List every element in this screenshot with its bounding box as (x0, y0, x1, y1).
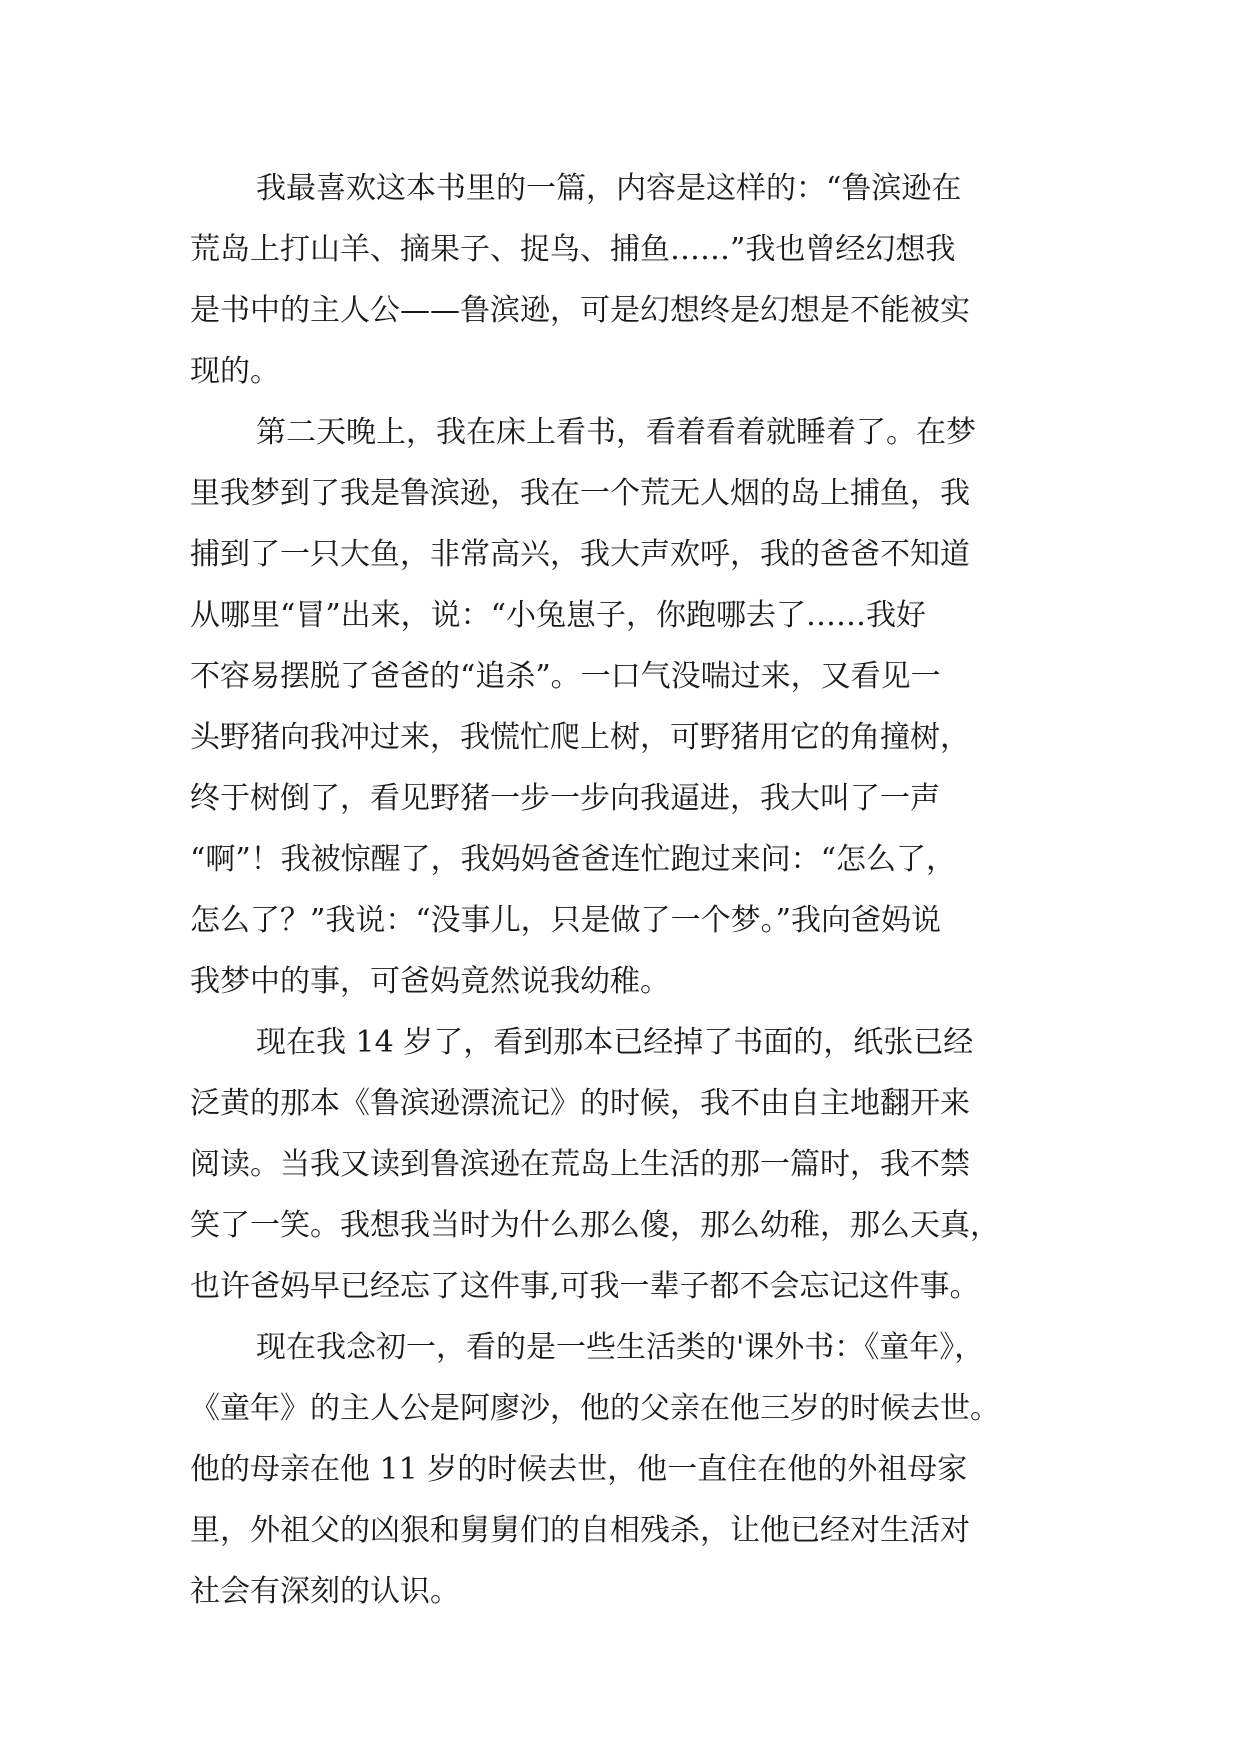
text-line: 是书中的主人公——鲁滨逊，可是幻想终是幻想是不能被实 (190, 293, 970, 328)
text-line: 里，外祖父的凶狠和舅舅们的自相残杀，让他已经对生活对 (190, 1513, 970, 1548)
text-line: 怎么了？”我说：“没事儿，只是做了一个梦。”我向爸妈说 (190, 903, 942, 938)
text-line: “啊”！我被惊醒了，我妈妈爸爸连忙跑过来问：“怎么了， (190, 842, 957, 877)
paragraph-4 (190, 1317, 1050, 1622)
text-line: 荒岛上打山羊、摘果子、捉鸟、捕鱼……”我也曾经幻想我 (190, 232, 956, 267)
text-line: 头野猪向我冲过来，我慌忙爬上树，可野猪用它的角撞树， (190, 720, 970, 755)
text-line: 终于树倒了，看见野猪一步一步向我逼进，我大叫了一声 (190, 781, 940, 816)
text-line: 现在我念初一，看的是一些生活类的'课外书：《童年》， (256, 1330, 985, 1365)
paragraph-3 (190, 1012, 1050, 1317)
text-line: 他的母亲在他 11 岁的时候去世，他一直住在他的外祖母家 (190, 1452, 968, 1487)
text-line: 里我梦到了我是鲁滨逊，我在一个荒无人烟的岛上捕鱼，我 (190, 476, 970, 511)
text-line: 我梦中的事，可爸妈竟然说我幼稚。 (190, 964, 670, 999)
text-line: 不容易摆脱了爸爸的“追杀”。一口气没喘过来，又看见一 (190, 659, 941, 694)
text-line: 第二天晚上，我在床上看书，看着看着就睡着了。在梦 (256, 415, 976, 450)
text-line: 从哪里“冒”出来，说：“小兔崽子，你跑哪去了……我好 (190, 598, 927, 633)
text-line: 捕到了一只大鱼，非常高兴，我大声欢呼，我的爸爸不知道 (190, 537, 970, 572)
text-line: 我最喜欢这本书里的一篇，内容是这样的：“鲁滨逊在 (256, 171, 962, 206)
paragraph-1 (190, 158, 1050, 402)
text-line: 社会有深刻的认识。 (190, 1574, 460, 1609)
paragraph-2 (190, 402, 1050, 1012)
text-line: 现的。 (190, 354, 280, 389)
article-body (190, 158, 1050, 1622)
text-line: 阅读。当我又读到鲁滨逊在荒岛上生活的那一篇时，我不禁 (190, 1147, 970, 1182)
text-line: 泛黄的那本《鲁滨逊漂流记》的时候，我不由自主地翻开来 (190, 1086, 970, 1121)
text-line: 《童年》的主人公是阿廖沙，他的父亲在他三岁的时候去世。 (190, 1391, 1000, 1426)
text-line: 笑了一笑。我想我当时为什么那么傻，那么幼稚，那么天真， (190, 1208, 1000, 1243)
text-line: 也许爸妈早已经忘了这件事,可我一辈子都不会忘记这件事。 (190, 1269, 980, 1304)
text-line: 现在我 14 岁了，看到那本已经掉了书面的，纸张已经 (256, 1025, 974, 1060)
